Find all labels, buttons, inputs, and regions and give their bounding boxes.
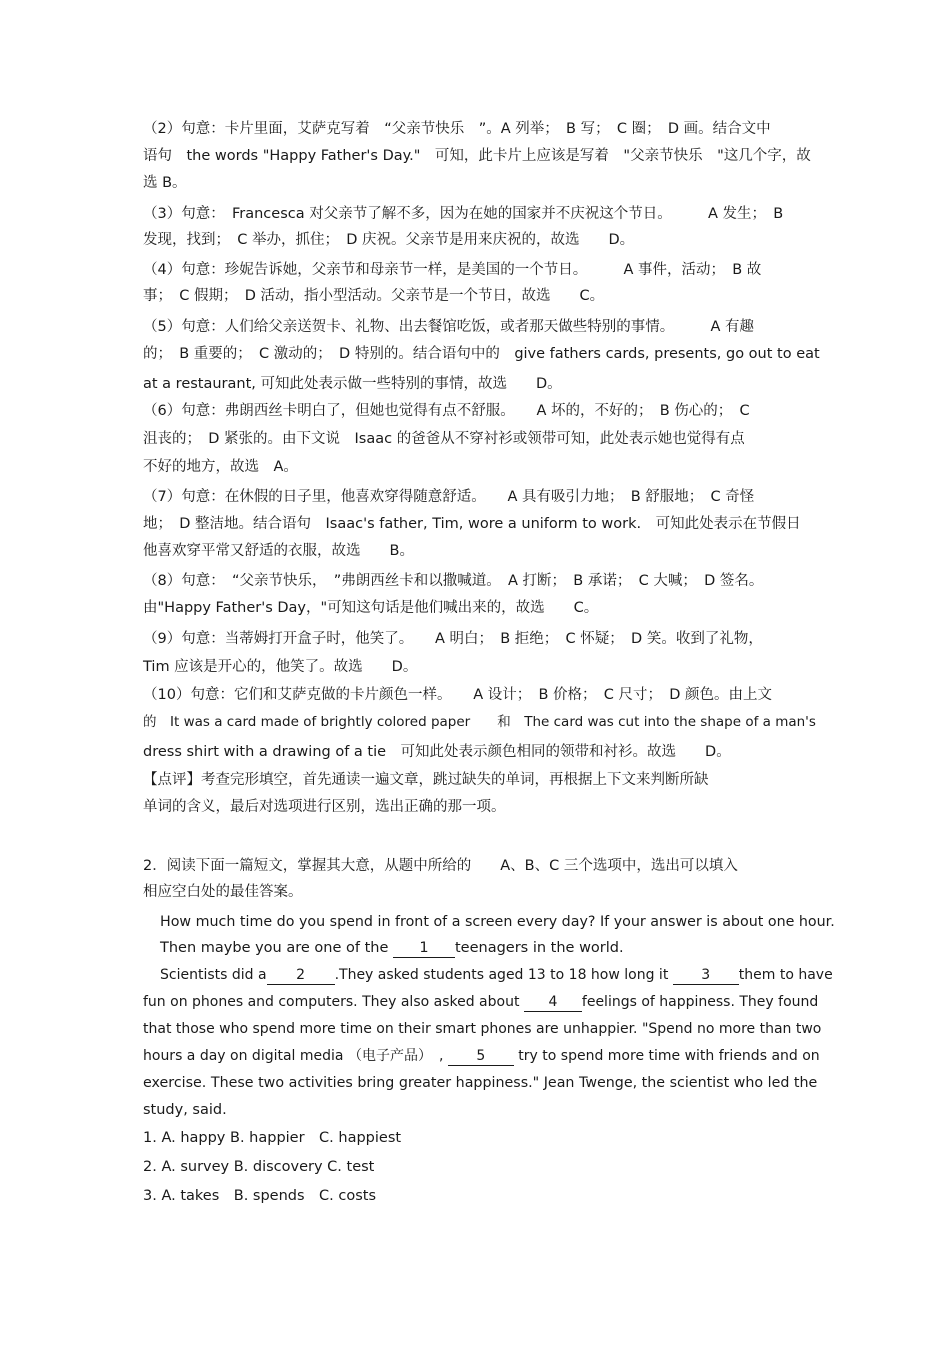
- passage-line-8: study, said.: [143, 1102, 227, 1118]
- blank-5: 5: [448, 1048, 514, 1066]
- passage-line-2: [160, 938, 840, 960]
- explanation-7-line-2: 地； D 整洁地。结合语句 Isaac's father, Tim, wore a uniform to work. 可知此处表示在节假日: [143, 516, 801, 532]
- option-list-item-3: 3. A. takes B. spends C. costs: [143, 1188, 377, 1204]
- question-2-instruction-line-1: 2．阅读下面一篇短文，掌握其大意，从题中所给的 A、B、C 三个选项中，选出可以填入: [143, 858, 738, 874]
- explanation-6-line-3: 不好的地方，故选 A。: [143, 459, 298, 475]
- explanation-9-line-1: （9）句意：当蒂姆打开盒子时，他笑了。 A 明白； B 拒绝； C 怀疑； D 笑。收到了礼物，: [143, 631, 763, 647]
- explanation-7-line-3: 他喜欢穿平常又舒适的衣服，故选 B。: [143, 543, 414, 559]
- option-list-item-2: 2. A. survey B. discovery C. test: [143, 1159, 375, 1175]
- comment-line-1: 【点评】考查完形填空，首先通读一遍文章，跳过缺失的单词，再根据上下文来判断所缺: [143, 772, 709, 788]
- passage-text: them to have: [738, 967, 833, 983]
- passage-text: feelings of happiness. They found: [581, 994, 819, 1010]
- passage-text: .They asked students aged 13 to 18 how long it: [334, 967, 673, 983]
- passage-line-4: [143, 992, 823, 1014]
- passage-line-7: exercise. These two activities bring greater happiness." Jean Twenge, the scientist who led the: [143, 1075, 818, 1091]
- explanation-3-line-1: （3）句意： Francesca 对父亲节了解不多，因为在她的国家并不庆祝这个节日。 A 发生； B: [143, 206, 784, 222]
- passage-line-3: [160, 965, 840, 987]
- passage-line-5: that those who spend more time on their smart phones are unhappier. "Spend no more than two: [143, 1021, 822, 1037]
- option-list-item-1: 1. A. happy B. happier C. happiest: [143, 1130, 402, 1146]
- passage-text: try to spend more time with friends and on: [513, 1048, 820, 1064]
- comment-line-2: 单词的含义，最后对选项进行区别，选出正确的那一项。: [143, 799, 506, 815]
- explanation-4-line-1: （4）句意：珍妮告诉她，父亲节和母亲节一样，是美国的一个节日。 A 事件，活动； B 故: [143, 262, 762, 278]
- explanation-5-line-3: at a restaurant, 可知此处表示做一些特别的事情，故选 D。: [143, 376, 562, 392]
- passage-text: hours a day on digital media （电子产品） ,: [143, 1048, 448, 1064]
- blank-1: 1: [393, 940, 455, 958]
- explanation-10-line-2: 的 It was a card made of brightly colored paper 和 The card was cut into the shape of a man's: [143, 714, 816, 730]
- blank-4: 4: [524, 994, 582, 1012]
- passage-text: teenagers in the world.: [454, 940, 624, 956]
- explanation-8-line-1: （8）句意： “父亲节快乐， ”弗朗西丝卡和以撒喊道。 A 打断； B 承诺； C 大喊； D 签名。: [143, 573, 764, 589]
- explanation-7-line-1: （7）句意：在休假的日子里，他喜欢穿得随意舒适。 A 具有吸引力地； B 舒服地； C 奇怪: [143, 489, 755, 505]
- explanation-2-line-1: （2）句意：卡片里面，艾萨克写着 “父亲节快乐 ”。A 列举； B 写； C 圈； D 画。结合文中: [143, 121, 771, 137]
- explanation-4-line-2: 事； C 假期； D 活动，指小型活动。父亲节是一个节日，故选 C。: [143, 288, 605, 304]
- passage-text: Scientists did a: [160, 967, 267, 983]
- passage-text: fun on phones and computers. They also asked about: [143, 994, 524, 1010]
- explanation-2-line-2: 语句 the words "Happy Father's Day." 可知，此卡片上应该是写着 "父亲节快乐 "这几个字，故: [143, 148, 811, 164]
- blank-3: 3: [673, 967, 739, 985]
- explanation-10-line-1: （10）句意：它们和艾萨克做的卡片颜色一样。 A 设计； B 价格； C 尺寸； D 颜色。由上文: [143, 687, 773, 703]
- explanation-5-line-1: （5）句意：人们给父亲送贺卡、礼物、出去餐馆吃饭，或者那天做些特别的事情。 A 有趣: [143, 319, 754, 335]
- explanation-2-line-3: 选 B。: [143, 175, 187, 191]
- explanation-6-line-1: （6）句意：弗朗西丝卡明白了，但她也觉得有点不舒服。 A 坏的，不好的； B 伤心的； C: [143, 403, 750, 419]
- explanation-5-line-2: 的； B 重要的； C 激动的； D 特别的。结合语句中的 give fathers cards, presents, go out to eat: [143, 346, 820, 362]
- explanation-9-line-2: Tim 应该是开心的，他笑了。故选 D。: [143, 659, 418, 675]
- explanation-10-line-3: dress shirt with a drawing of a tie 可知此处表示颜色相同的领带和衬衫。故选 D。: [143, 744, 731, 760]
- passage-text: Then maybe you are one of the: [160, 940, 393, 956]
- passage-line-6: [143, 1046, 823, 1068]
- explanation-3-line-2: 发现，找到； C 举办，抓住； D 庆祝。父亲节是用来庆祝的，故选 D。: [143, 232, 635, 248]
- explanation-8-line-2: 由"Happy Father's Day，"可知这句话是他们喊出来的，故选 C。: [143, 600, 599, 616]
- blank-2: 2: [267, 967, 335, 985]
- passage-line-1: How much time do you spend in front of a screen every day? If your answer is about one hour.: [160, 914, 835, 930]
- explanation-6-line-2: 沮丧的； D 紧张的。由下文说 Isaac 的爸爸从不穿衬衫或领带可知，此处表示她也觉得有点: [143, 431, 745, 447]
- question-2-instruction-line-2: 相应空白处的最佳答案。: [143, 884, 303, 900]
